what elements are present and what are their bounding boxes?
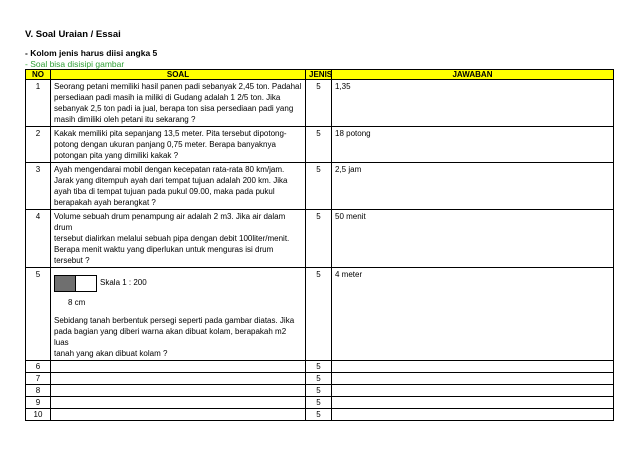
row-number: 10 (26, 409, 51, 421)
table-row (26, 409, 614, 421)
essay-table (25, 69, 614, 421)
question-type[interactable]: 5 (306, 373, 332, 385)
table-row (26, 163, 614, 210)
question-type[interactable]: 5 (306, 409, 332, 421)
page-title: V. Soal Uraian / Essai (25, 29, 121, 40)
table-row (26, 80, 614, 127)
answer-text[interactable] (332, 373, 614, 385)
table-row (26, 268, 614, 361)
question-text[interactable]: Ayah mengendarai mobil dengan kecepatan rata-rata 80 km/jam. Jarak yang ditempuh ayah dari tempat tujuan adalah 200 km. Jika ayah tiba di tempat tujuan pada pukul 09.00, maka pada pukul berapakah ayah berangkat ? (51, 163, 306, 210)
row-number: 7 (26, 373, 51, 385)
question-text[interactable] (51, 385, 306, 397)
answer-text[interactable] (332, 361, 614, 373)
question-type[interactable]: 5 (306, 385, 332, 397)
instruction-jenis: - Kolom jenis harus diisi angka 5 (25, 48, 158, 58)
row-number: 9 (26, 397, 51, 409)
scale-label: Skala 1 : 200 (100, 278, 147, 287)
question-type[interactable]: 5 (306, 210, 332, 268)
question-type[interactable]: 5 (306, 80, 332, 127)
row-number: 6 (26, 361, 51, 373)
length-label: 8 cm (68, 298, 86, 307)
column-header-soal: SOAL (51, 70, 306, 80)
table-row (26, 385, 614, 397)
row-number: 5 (26, 268, 51, 361)
answer-text[interactable] (332, 409, 614, 421)
question-text[interactable]: Volume sebuah drum penampung air adalah 2 m3. Jika air dalam drum tersebut dialirkan melalui sebuah pipa dengan debit 100liter/menit. Berapa menit waktu yang diperlukan untuk menguras isi drum tersebut ? (51, 210, 306, 268)
column-header-jawaban: JAWABAN (332, 70, 614, 80)
square-land-diagram (54, 275, 97, 292)
question-type[interactable]: 5 (306, 163, 332, 210)
question-text[interactable]: Seorang petani memiliki hasil panen padi sebanyak 2,45 ton. Padahal persediaan padi masih ia miliki di Gudang adalah 1 2/5 ton. Jika sebanyak 2,5 ton padi ia jual, berapa ton sisa persediaan padi yang masih dimiliki oleh petani itu sekarang ? (51, 80, 306, 127)
column-header-jenis: JENIS (306, 70, 332, 80)
table-row (26, 210, 614, 268)
land-figure (54, 269, 302, 315)
table-header-row (26, 70, 614, 80)
question-text[interactable]: Kakak memiliki pita sepanjang 13,5 meter. Pita tersebut dipotong- potong dengan ukuran panjang 0,75 meter. Berapa banyaknya potongan pita yang dimiliki kakak ? (51, 127, 306, 163)
question-text[interactable] (51, 373, 306, 385)
answer-text[interactable] (332, 397, 614, 409)
row-number: 1 (26, 80, 51, 127)
table-row (26, 127, 614, 163)
instruction-image: - Soal bisa disisipi gambar (25, 59, 125, 69)
question-type[interactable]: 5 (306, 127, 332, 163)
column-header-no: NO (26, 70, 51, 80)
divider-line (75, 276, 76, 291)
table-row (26, 397, 614, 409)
question-text[interactable] (51, 397, 306, 409)
question-type[interactable]: 5 (306, 397, 332, 409)
question-type[interactable]: 5 (306, 361, 332, 373)
answer-text[interactable]: 2,5 jam (332, 163, 614, 210)
table-row (26, 373, 614, 385)
question-text: Sebidang tanah berbentuk persegi seperti pada gambar diatas. Jika pada bagian yang diberi warna akan dibuat kolam, berapakah m2 luas tanah yang akan dibuat kolam ? (54, 316, 295, 358)
question-with-figure[interactable] (51, 268, 306, 361)
shaded-pond-area (55, 276, 75, 291)
answer-text[interactable] (332, 385, 614, 397)
row-number: 3 (26, 163, 51, 210)
row-number: 8 (26, 385, 51, 397)
question-text[interactable] (51, 409, 306, 421)
answer-text[interactable]: 50 menit (332, 210, 614, 268)
answer-text[interactable]: 4 meter (332, 268, 614, 361)
row-number: 2 (26, 127, 51, 163)
answer-text[interactable]: 18 potong (332, 127, 614, 163)
row-number: 4 (26, 210, 51, 268)
table-row (26, 361, 614, 373)
answer-text[interactable]: 1,35 (332, 80, 614, 127)
question-text[interactable] (51, 361, 306, 373)
question-type[interactable]: 5 (306, 268, 332, 361)
